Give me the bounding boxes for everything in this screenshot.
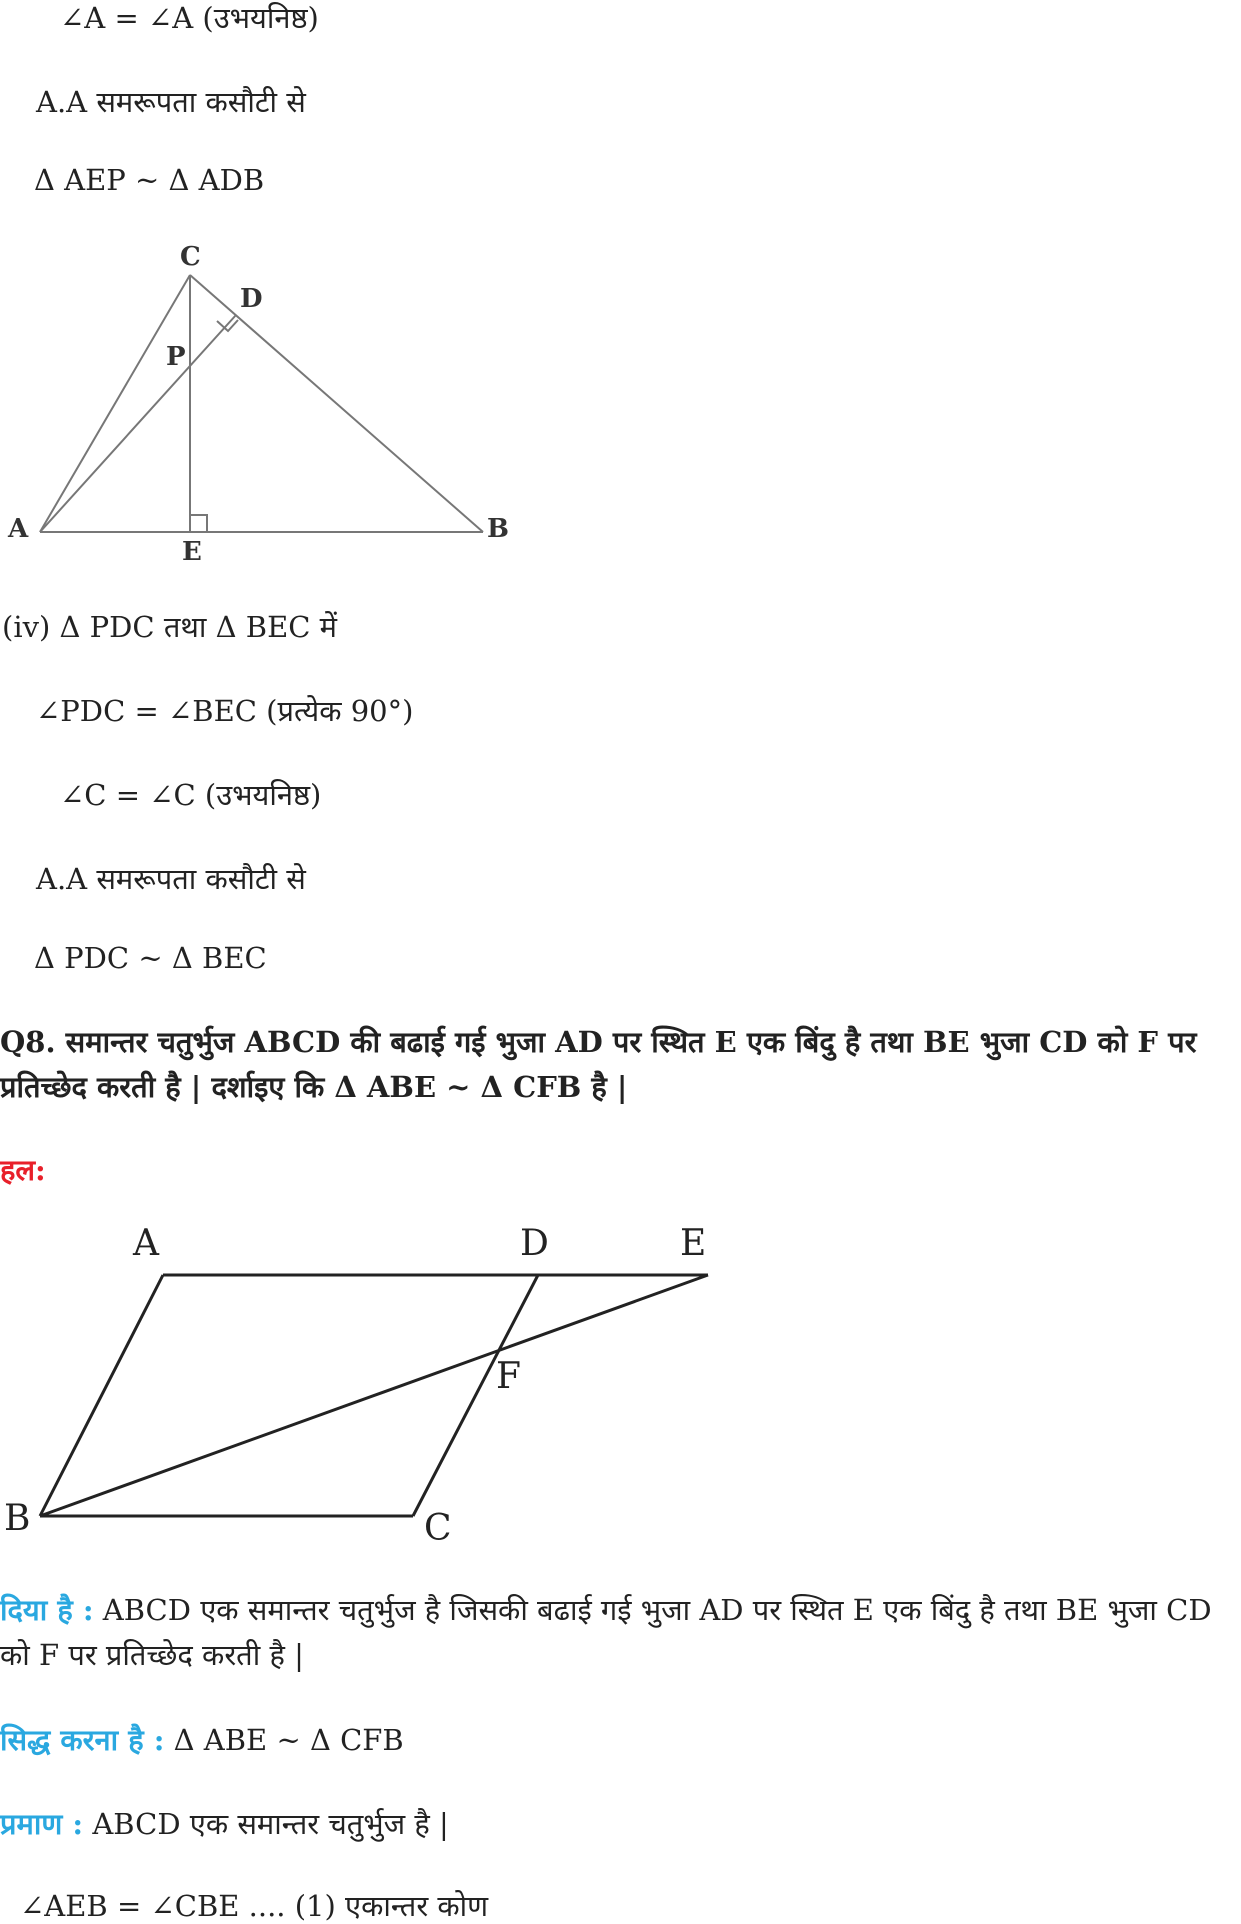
fig2-label-f: F: [496, 1356, 521, 1397]
question-8: Q8. समान्तर चतुर्भुज ABCD की बढाई गई भुजा AD पर स्थित E एक बिंदु है तथा BE भुजा CD को F पर प्रतिच्छेद करती है | दर्शाइए कि Δ ABE ~ Δ CFB है |: [0, 1025, 1197, 1104]
proof-text: ABCD एक समान्तर चतुर्भुज है |: [83, 1807, 449, 1841]
fig2-label-a: A: [133, 1225, 159, 1264]
fig1-label-d: D: [240, 284, 263, 314]
fig1-label-c: C: [180, 242, 201, 272]
fig1-label-b: B: [487, 514, 509, 544]
proof-step-1: ∠AEB = ∠CBE .... (1) एकान्तर कोण: [20, 1889, 489, 1923]
fig2-label-e: E: [680, 1225, 707, 1264]
proof-label: प्रमाण :: [0, 1807, 84, 1841]
fig1-label-e: E: [182, 537, 202, 567]
fig1-label-a: A: [8, 514, 29, 544]
fig2-label-c: C: [424, 1508, 452, 1545]
aa-criterion-text-2: A.A समरूपता कसौटी से: [36, 862, 306, 896]
given-text: ABCD एक समान्तर चतुर्भुज है जिसकी बढाई गई भुजा AD पर स्थित E एक बिंदु है तथा BE भुजा CD को F पर प्रतिच्छेद करती है |: [0, 1593, 1212, 1672]
part-iv-heading: (iv) Δ PDC तथा Δ BEC में: [2, 610, 338, 644]
angle-pdc-bec: ∠PDC = ∠BEC (प्रत्येक 90°): [36, 694, 414, 728]
proof-line: [0, 1806, 449, 1842]
fig1-label-p: P: [166, 342, 186, 372]
solution-label: हल:: [0, 1153, 46, 1187]
triangle-figure: [0, 235, 540, 575]
similarity-pdc-bec: Δ PDC ~ Δ BEC: [34, 941, 267, 975]
given-label: दिया है :: [0, 1593, 94, 1627]
fig2-label-b: B: [4, 1498, 31, 1539]
fig2-label-d: D: [520, 1225, 549, 1264]
angle-c-equality: ∠C = ∠C (उभयनिष्ठ): [60, 778, 322, 812]
aa-criterion-text: A.A समरूपता कसौटी से: [36, 85, 306, 119]
given-paragraph: [0, 1588, 1241, 1678]
to-prove-line: [0, 1722, 404, 1758]
parallelogram-figure: [0, 1225, 740, 1545]
prove-text: Δ ABE ~ Δ CFB: [164, 1723, 404, 1757]
angle-a-equality: ∠A = ∠A (उभयनिष्ठ): [60, 1, 319, 35]
similarity-aep-adb: Δ AEP ~ Δ ADB: [34, 163, 265, 197]
prove-label: सिद्ध करना है :: [0, 1723, 165, 1757]
